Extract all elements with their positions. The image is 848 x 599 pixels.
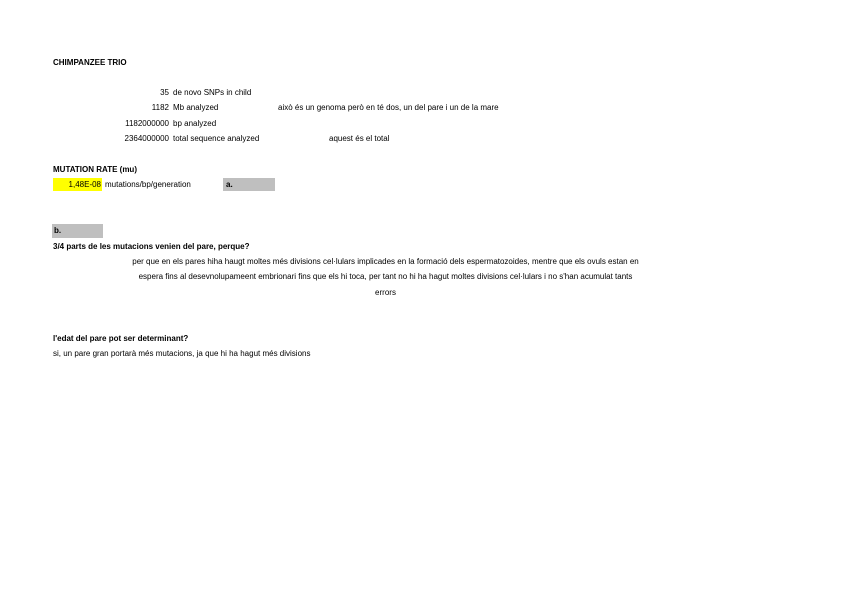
question-father-age: l'edat del pare pot ser determinant? xyxy=(53,334,189,343)
answer-a-label-cell[interactable]: a. xyxy=(223,178,275,191)
answer-b-label-cell[interactable]: b. xyxy=(52,224,103,238)
bp-analyzed-label: bp analyzed xyxy=(173,119,217,128)
mutation-rate-value-cell[interactable]: 1,48E-08 xyxy=(53,178,102,191)
sheet-title: CHIMPANZEE TRIO xyxy=(53,58,127,67)
mutation-rate-heading: MUTATION RATE (mu) xyxy=(53,165,137,174)
mb-analyzed-label: Mb analyzed xyxy=(173,103,219,112)
total-sequence-value: 2364000000 xyxy=(124,134,169,143)
total-note: aquest és el total xyxy=(329,134,390,143)
answer-father-age: si, un pare gran portarà més mutacions, ja que hi ha hagut més divisions xyxy=(53,349,311,358)
answer-paternal-line-3: errors xyxy=(375,288,396,297)
snp-count-label: de novo SNPs in child xyxy=(173,88,252,97)
genome-note: això és un genoma però en té dos, un del pare i un de la mare xyxy=(278,103,499,112)
mutation-rate-unit: mutations/bp/generation xyxy=(105,180,191,189)
question-paternal-mutations: 3/4 parts de les mutacions venien del pare, perque? xyxy=(53,242,250,251)
mb-analyzed-value: 1182 xyxy=(151,103,169,112)
bp-analyzed-value: 1182000000 xyxy=(125,119,169,128)
total-sequence-label: total sequence analyzed xyxy=(173,134,260,143)
answer-paternal-line-2: espera fins al desevnolupameent embrionari fins que els hi toca, per tant no hi ha hagut moltes divisions cel·lulars i no s'han acumulat tants xyxy=(138,272,633,281)
answer-paternal-line-1: per que en els pares hiha haugt moltes més divisions cel·lulars implicades en la formació dels espermatozoides, mentre que els ovuls estan en xyxy=(132,257,639,266)
snp-count-value: 35 xyxy=(160,88,169,97)
